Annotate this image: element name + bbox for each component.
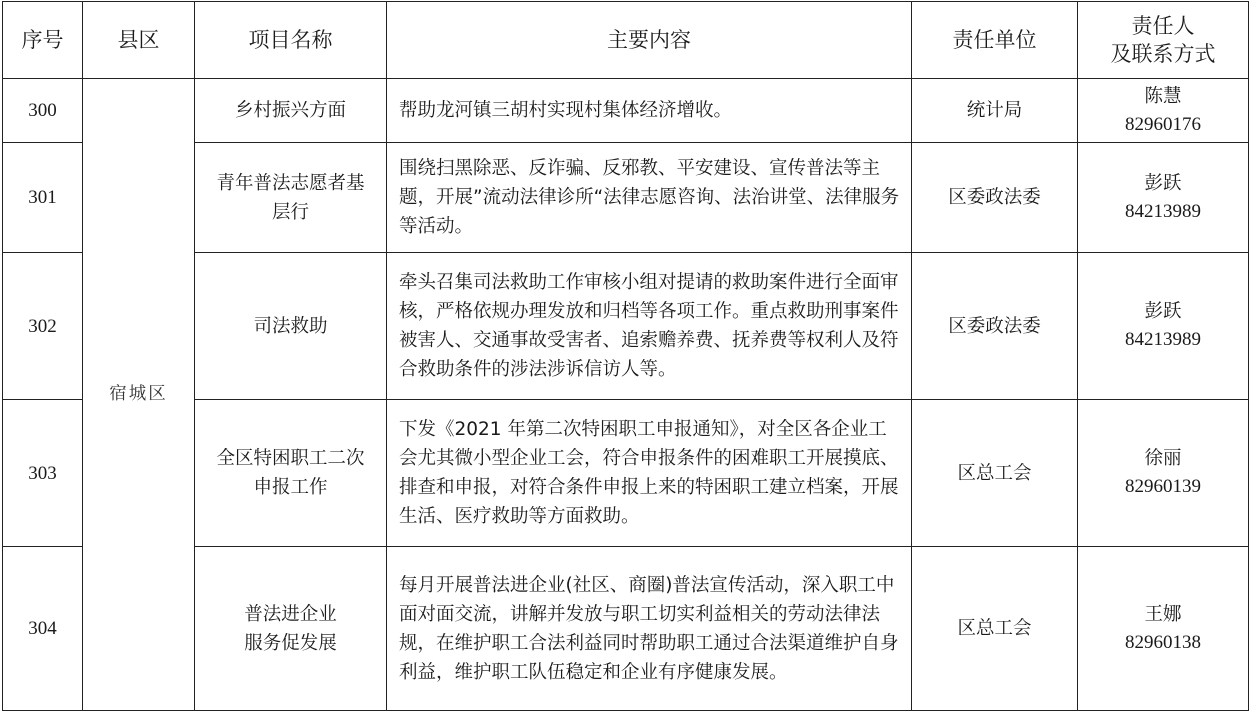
- responsible-unit: 区总工会: [912, 400, 1078, 547]
- row-index: 304: [3, 547, 83, 711]
- header-contact-line1: 责任人: [1131, 14, 1195, 38]
- table-row: [3, 79, 1249, 143]
- responsible-unit: 统计局: [912, 79, 1078, 143]
- responsible-unit: 区总工会: [912, 547, 1078, 711]
- main-content: 牵头召集司法救助工作审核小组对提请的救助案件进行全面审核，严格依规办理发放和归档等各项工作。重点救助刑事案件被害人、交通事故受害者、追索赡养费、抚养费等权利人及符合救助条件的涉法涉诉信访人等。: [387, 253, 912, 400]
- project-name-line: 申报工作: [253, 477, 328, 498]
- project-table: [2, 1, 1249, 711]
- contact-cell: [1078, 253, 1249, 400]
- project-name: [195, 79, 387, 143]
- main-content: 帮助龙河镇三胡村实现村集体经济增收。: [387, 79, 912, 143]
- header-content: 主要内容: [387, 2, 912, 79]
- project-name-line: 层行: [271, 201, 309, 223]
- contact-person: 徐丽: [1144, 448, 1182, 469]
- contact-person: 彭跃: [1144, 301, 1182, 322]
- contact-phone: 84213989: [1125, 329, 1201, 350]
- responsible-unit: 区委政法委: [912, 143, 1078, 253]
- row-index: 303: [3, 400, 83, 547]
- project-name: [195, 143, 387, 253]
- main-content: 围绕扫黑除恶、反诈骗、反邪教、平安建设、宣传普法等主题，开展”流动法律诊所“法律志愿咨询、法治讲堂、法律服务等活动。: [387, 143, 912, 253]
- contact-phone: 84213989: [1125, 200, 1201, 222]
- header-index: 序号: [3, 2, 83, 79]
- row-index: 300: [3, 79, 83, 143]
- contact-cell: [1078, 400, 1249, 547]
- project-name-line: 服务促发展: [244, 632, 337, 654]
- project-name-line: 司法救助: [253, 315, 328, 337]
- contact-phone: 82960139: [1125, 476, 1201, 497]
- contact-cell: [1078, 547, 1249, 711]
- header-contact: [1078, 2, 1249, 79]
- project-name-line: 青年普法志愿者基: [216, 172, 365, 194]
- responsible-unit: 区委政法委: [912, 253, 1078, 400]
- main-content: 下发《2021 年第二次特困职工申报通知》，对全区各企业工会尤其微小型企业工会，符合申报条件的困难职工开展摸底、排查和申报，对符合条件申报上来的特困职工建立档案，开展生活、医疗救助等方面救助。: [387, 400, 912, 547]
- project-name-line: 普法进企业: [244, 603, 337, 625]
- header-unit: 责任单位: [912, 2, 1078, 79]
- contact-cell: [1078, 143, 1249, 253]
- project-name: [195, 547, 387, 711]
- main-content: 每月开展普法进企业(社区、商圈)普法宣传活动，深入职工中面对面交流，讲解并发放与职工切实利益相关的劳动法律法规，在维护职工合法利益同时帮助职工通过合法渠道维护自身利益，维护职工队伍稳定和企业有序健康发展。: [387, 547, 912, 711]
- row-index: 301: [3, 143, 83, 253]
- header-contact-line2: 及联系方式: [1110, 42, 1216, 66]
- contact-cell: [1078, 79, 1249, 143]
- project-name-line: 全区特困职工二次: [216, 448, 365, 469]
- contact-person: 陈慧: [1144, 85, 1182, 107]
- county-cell: 宿城区: [83, 79, 195, 711]
- project-name: [195, 253, 387, 400]
- header-county: 县区: [83, 2, 195, 79]
- contact-phone: 82960138: [1125, 631, 1201, 653]
- contact-person: 王娜: [1144, 603, 1182, 625]
- contact-person: 彭跃: [1144, 172, 1182, 194]
- project-name-line: 乡村振兴方面: [234, 100, 346, 121]
- contact-phone: 82960176: [1125, 113, 1201, 135]
- row-index: 302: [3, 253, 83, 400]
- header-row: [3, 2, 1249, 79]
- header-project: 项目名称: [195, 2, 387, 79]
- project-name: [195, 400, 387, 547]
